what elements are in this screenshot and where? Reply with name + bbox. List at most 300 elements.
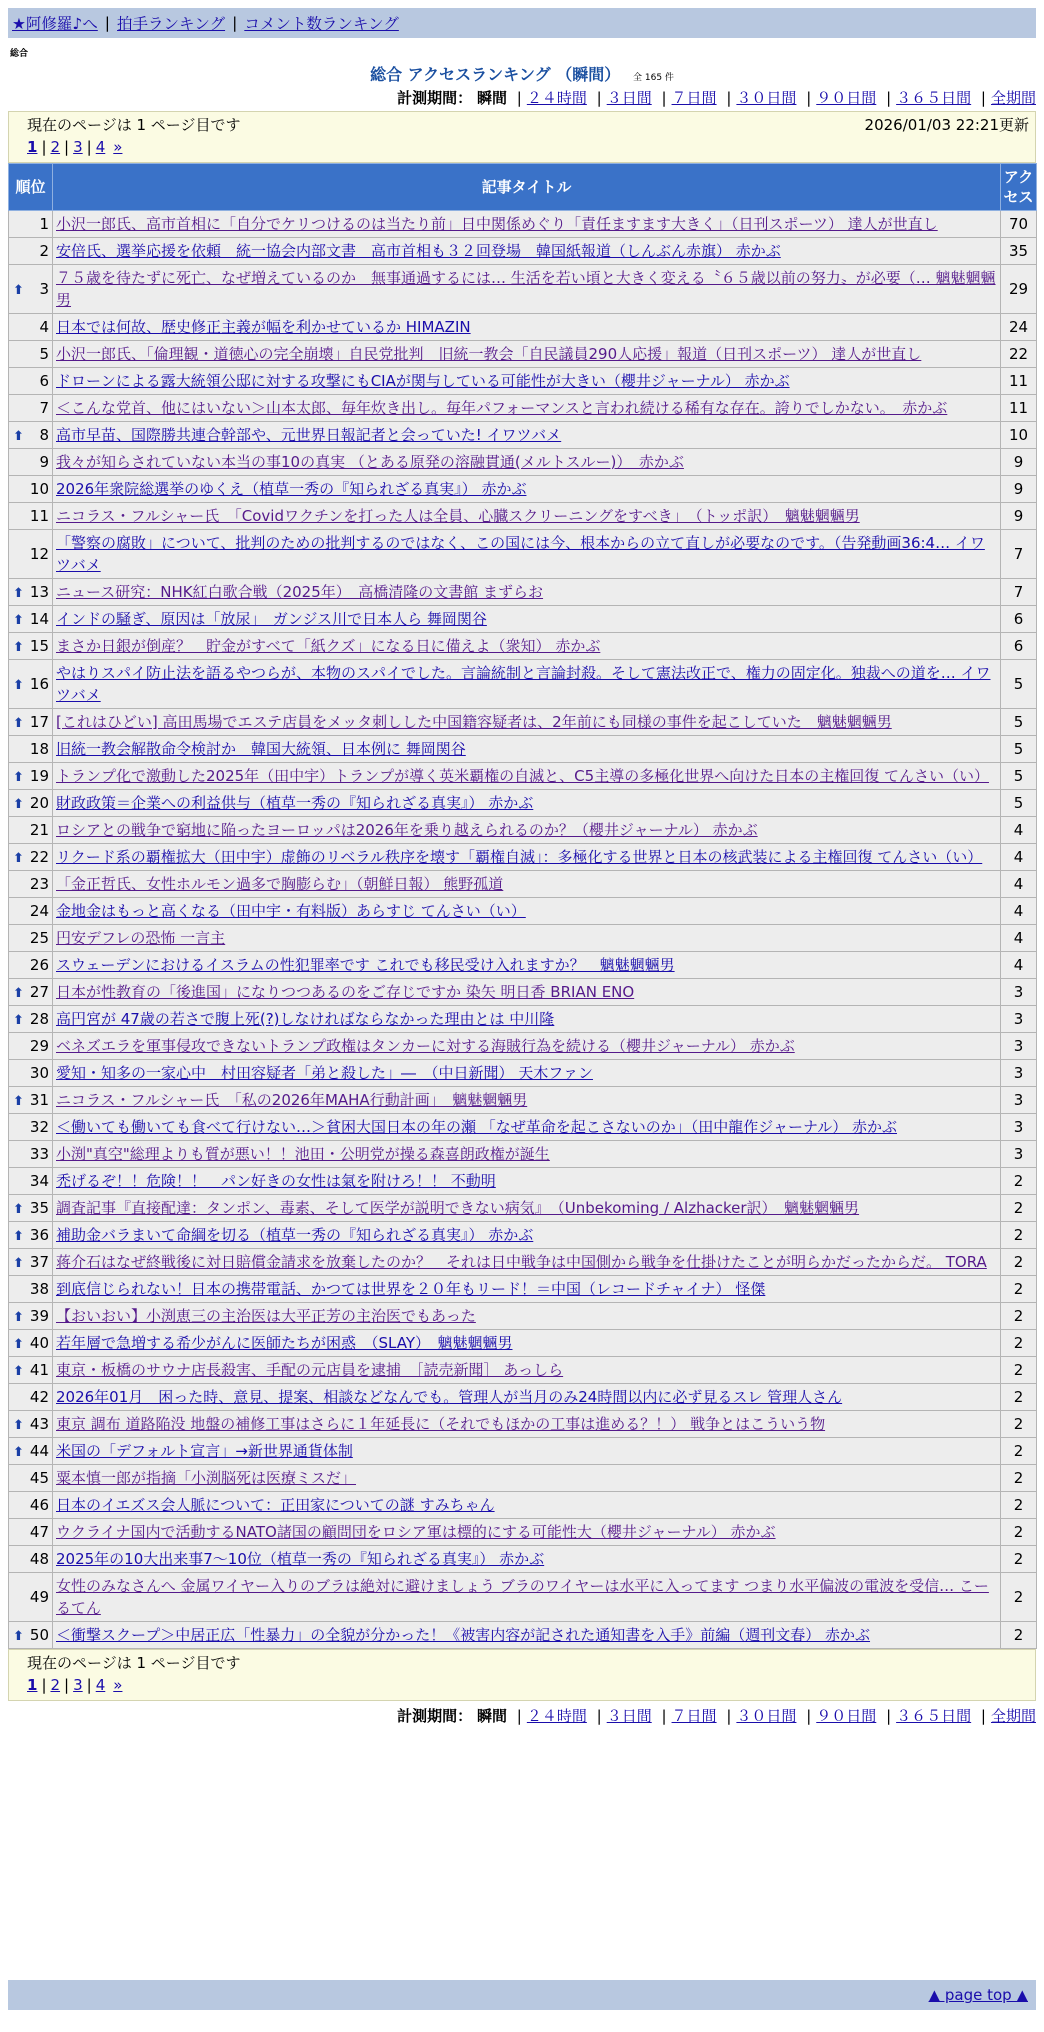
rank-number: 34 bbox=[29, 1171, 49, 1190]
table-row bbox=[9, 368, 1037, 395]
article-title-link[interactable]: 東京・板橋のサウナ店長殺害、手配の元店員を逮捕 ［読売新聞］ あっしら bbox=[56, 1361, 564, 1379]
up-arrow-icon: ⬆ bbox=[13, 1256, 24, 1271]
article-title-link[interactable]: 小沢一郎氏、高市首相に「自分でケリつけるのは当たり前」日中関係めぐり「責任ますます大きく」（日刊スポーツ） 達人が世直し bbox=[56, 215, 938, 233]
rank-cell bbox=[9, 314, 53, 341]
title-cell bbox=[53, 709, 1001, 736]
current-page-text: 現在のページは 1 ページ目です bbox=[27, 1654, 241, 1672]
home-link[interactable]: ★阿修羅♪へ bbox=[12, 15, 98, 33]
article-title-link[interactable]: リクード系の覇権拡大（田中宇）虚飾のリベラル秩序を壊す「覇権自滅」：多極化する世界と日本の核武装による主権回復 てんさい（い） bbox=[56, 848, 983, 866]
title-cell bbox=[53, 1519, 1001, 1546]
rank-number: 31 bbox=[29, 1090, 49, 1109]
up-arrow-icon: ⬆ bbox=[13, 797, 24, 812]
access-count: 5 bbox=[1001, 736, 1037, 763]
separator: | bbox=[232, 14, 238, 32]
title-cell bbox=[53, 1411, 1001, 1438]
article-title-link[interactable]: 金地金はもっと高くなる（田中宇・有料版）あらすじ てんさい（い） bbox=[56, 902, 526, 920]
rank-cell bbox=[9, 660, 53, 709]
period-label: 計測期間： bbox=[397, 89, 473, 107]
rank-cell bbox=[9, 449, 53, 476]
title-cell bbox=[53, 736, 1001, 763]
title-cell bbox=[53, 530, 1001, 579]
article-title-link[interactable]: 円安デフレの恐怖 一言主 bbox=[56, 929, 226, 947]
col-header-rank: 順位 bbox=[9, 164, 53, 211]
period-24h-link[interactable]: ２４時間 bbox=[526, 1707, 587, 1725]
rank-cell bbox=[9, 898, 53, 925]
rank-number: 18 bbox=[29, 739, 49, 758]
title-cell bbox=[53, 265, 1001, 314]
up-arrow-icon: ⬆ bbox=[13, 986, 24, 1001]
rank-cell bbox=[9, 1087, 53, 1114]
article-title-link[interactable]: 到底信じられない！日本の携帯電話、かつては世界を２０年もリード！＝中国（レコードチャイナ） 怪傑 bbox=[56, 1280, 766, 1298]
title-cell bbox=[53, 503, 1001, 530]
up-arrow-icon: ⬆ bbox=[13, 1202, 24, 1217]
article-title-link[interactable]: 財政政策＝企業への利益供与（植草一秀の『知られざる真実』） 赤かぶ bbox=[56, 794, 534, 812]
title-cell bbox=[53, 1465, 1001, 1492]
article-title-link[interactable]: 日本のイエズス会人脈について：正田家についての謎 すみちゃん bbox=[56, 1496, 495, 1514]
access-count: 2 bbox=[1001, 1438, 1037, 1465]
table-row bbox=[9, 1519, 1037, 1546]
article-title-link[interactable]: 旧統一教会解散命令検討か 韓国大統領、日本例に 舞岡関谷 bbox=[56, 740, 466, 758]
table-row bbox=[9, 1168, 1037, 1195]
rank-number: 28 bbox=[29, 1009, 49, 1028]
title-cell bbox=[53, 660, 1001, 709]
article-title-link[interactable]: 若年層で急増する希少がんに医師たちが困惑 （SLAY） 魑魅魍魎男 bbox=[56, 1334, 513, 1352]
table-row bbox=[9, 1141, 1037, 1168]
article-title-link[interactable]: 蒋介石はなぜ終戦後に対日賠償金請求を放棄したのか？ それは日中戦争は中国側から戦争を仕掛けたことが明らかだったからだ。 TORA bbox=[56, 1253, 987, 1271]
article-title-link[interactable]: 女性のみなさんへ 金属ワイヤー入りのブラは絶対に避けましょう ブラのワイヤーは水平に入ってます つまり水平偏波の電波を受信… こーるてん bbox=[56, 1577, 989, 1617]
period-3d-link[interactable]: ３日間 bbox=[606, 89, 652, 107]
up-arrow-icon: ⬆ bbox=[13, 1445, 24, 1460]
rank-cell bbox=[9, 579, 53, 606]
up-arrow-icon: ⬆ bbox=[13, 1629, 24, 1644]
rank-number: 20 bbox=[29, 793, 49, 812]
table-row bbox=[9, 395, 1037, 422]
article-title-link[interactable]: 2026年衆院総選挙のゆくえ（植草一秀の『知られざる真実』） 赤かぶ bbox=[56, 480, 527, 498]
title-cell bbox=[53, 314, 1001, 341]
period-365d-link[interactable]: ３６５日間 bbox=[896, 89, 972, 107]
rank-number: 40 bbox=[29, 1333, 49, 1352]
rank-cell bbox=[9, 476, 53, 503]
table-row bbox=[9, 422, 1037, 449]
table-row bbox=[9, 314, 1037, 341]
article-title-link[interactable]: 調査記事『直接配達：タンポン、毒素、そして医学が説明できない病気』 （Unbekoming / Alzhacker訳） 魑魅魍魎男 bbox=[56, 1199, 860, 1217]
rank-cell bbox=[9, 368, 53, 395]
article-title-link[interactable]: トランプ化で激動した2025年（田中宇）トランプが導く英米覇権の自滅と、C5主導の多極化世界へ向けた日本の主権回復 てんさい（い） bbox=[56, 767, 989, 785]
title-cell bbox=[53, 1492, 1001, 1519]
article-title-link[interactable]: やはりスパイ防止法を語るやつらが、本物のスパイでした。言論統制と言論封殺。そして憲法改正で、権力の固定化。独裁への道を… イワツバメ bbox=[56, 664, 991, 704]
table-row bbox=[9, 633, 1037, 660]
article-title-link[interactable]: 我々が知らされていない本当の事10の真実 （とある原発の溶融貫通(メルトスルー)） 赤かぶ bbox=[56, 453, 684, 471]
article-title-link[interactable]: ＜こんな党首、他にはいない＞山本太郎、毎年炊き出し。毎年パフォーマンスと言われ続ける稀有な存在。誇りでしかない。 赤かぶ bbox=[56, 399, 948, 417]
article-title-link[interactable]: 愛知・知多の一家心中 村田容疑者「弟と殺した」― （中日新聞） 天木ファン bbox=[56, 1064, 593, 1082]
up-arrow-icon: ⬆ bbox=[13, 283, 24, 298]
rank-number: 44 bbox=[29, 1441, 49, 1460]
up-arrow-icon: ⬆ bbox=[13, 1013, 24, 1028]
table-row bbox=[9, 341, 1037, 368]
access-count: 4 bbox=[1001, 817, 1037, 844]
rank-number: 9 bbox=[39, 452, 49, 471]
table-row bbox=[9, 952, 1037, 979]
current-page-text: 現在のページは 1 ページ目です bbox=[27, 116, 241, 134]
table-row bbox=[9, 660, 1037, 709]
article-title-link[interactable]: 高市早苗、国際勝共連合幹部や、元世界日報記者と会っていた! イワツバメ bbox=[56, 426, 562, 444]
rank-cell bbox=[9, 1276, 53, 1303]
page-4-link[interactable]: 4 bbox=[95, 138, 106, 156]
page-2-link[interactable]: 2 bbox=[50, 138, 61, 156]
rank-cell bbox=[9, 1222, 53, 1249]
article-title-link[interactable]: ニコラス・フルシャー氏 「Covidワクチンを打った人は全員、心臓スクリーニングをすべき」 （トッポ訳） 魑魅魍魎男 bbox=[56, 507, 860, 525]
article-title-link[interactable]: 2025年の10大出来事7〜10位（植草一秀の『知られざる真実』） 赤かぶ bbox=[56, 1550, 545, 1568]
separator: | bbox=[104, 14, 111, 32]
updated-timestamp: 2026/01/03 22:21更新 bbox=[864, 116, 1029, 134]
rank-number: 48 bbox=[29, 1549, 49, 1568]
table-row bbox=[9, 1060, 1037, 1087]
access-count: 6 bbox=[1001, 633, 1037, 660]
table-row bbox=[9, 871, 1037, 898]
rank-cell bbox=[9, 1622, 53, 1649]
article-title-link[interactable]: 安倍氏、選挙応援を依頼 統一協会内部文書 高市首相も３２回登場 韓国紙報道（しんぶん赤旗） 赤かぶ bbox=[56, 242, 781, 260]
table-row bbox=[9, 763, 1037, 790]
title-cell bbox=[53, 1141, 1001, 1168]
table-row bbox=[9, 1006, 1037, 1033]
access-count: 2 bbox=[1001, 1622, 1037, 1649]
table-row bbox=[9, 709, 1037, 736]
title-cell bbox=[53, 1249, 1001, 1276]
rank-cell bbox=[9, 1438, 53, 1465]
table-row bbox=[9, 1622, 1037, 1649]
table-row bbox=[9, 844, 1037, 871]
rank-number: 30 bbox=[29, 1063, 49, 1082]
title-cell bbox=[53, 1303, 1001, 1330]
article-title-link[interactable]: [これはひどい] 高田馬場でエステ店員をメッタ刺しした中国籍容疑者は、2年前にも同様の事件を起こしていた 魑魅魍魎男 bbox=[56, 713, 892, 731]
article-title-link[interactable]: 補助金バラまいて命綱を切る（植草一秀の『知られざる真実』） 赤かぶ bbox=[56, 1226, 534, 1244]
rank-number: 16 bbox=[29, 674, 49, 693]
access-count: 2 bbox=[1001, 1519, 1037, 1546]
table-row bbox=[9, 1222, 1037, 1249]
rank-number: 2 bbox=[39, 241, 49, 260]
rank-cell bbox=[9, 1465, 53, 1492]
article-title-link[interactable]: ロシアとの戦争で窮地に陥ったヨーロッパは2026年を乗り越えられるのか？（櫻井ジャーナル） 赤かぶ bbox=[56, 821, 758, 839]
title-cell bbox=[53, 1195, 1001, 1222]
access-count: 35 bbox=[1001, 238, 1037, 265]
rank-number: 26 bbox=[29, 955, 49, 974]
rank-number: 25 bbox=[29, 928, 49, 947]
rank-cell bbox=[9, 503, 53, 530]
rank-cell bbox=[9, 1168, 53, 1195]
period-90d-link[interactable]: ９０日間 bbox=[816, 1707, 877, 1725]
title-cell bbox=[53, 1060, 1001, 1087]
period-all-link[interactable]: 全期間 bbox=[990, 1707, 1036, 1725]
rank-number: 7 bbox=[39, 398, 49, 417]
table-row bbox=[9, 1303, 1037, 1330]
rank-number: 19 bbox=[29, 766, 49, 785]
article-title-link[interactable]: ニュース研究：NHK紅白歌合戦（2025年） 高橋清隆の文書館 まずらお bbox=[56, 583, 544, 601]
rank-number: 42 bbox=[29, 1387, 49, 1406]
up-arrow-icon: ⬆ bbox=[13, 1337, 24, 1352]
period-7d-link[interactable]: ７日間 bbox=[671, 89, 717, 107]
access-count: 2 bbox=[1001, 1492, 1037, 1519]
access-count: 3 bbox=[1001, 1060, 1037, 1087]
rank-number: 21 bbox=[29, 820, 49, 839]
page-1-link[interactable]: 1 bbox=[27, 1676, 38, 1694]
rank-cell bbox=[9, 1033, 53, 1060]
rank-cell bbox=[9, 1006, 53, 1033]
title-cell bbox=[53, 633, 1001, 660]
rank-number: 45 bbox=[29, 1468, 49, 1487]
page-top-link[interactable]: ▲ page top ▲ bbox=[928, 1986, 1028, 2004]
access-count: 2 bbox=[1001, 1168, 1037, 1195]
rank-number: 37 bbox=[29, 1252, 49, 1271]
title-cell bbox=[53, 1087, 1001, 1114]
up-arrow-icon: ⬆ bbox=[13, 613, 24, 628]
comment-ranking-link[interactable]: コメント数ランキング bbox=[244, 15, 399, 33]
rank-cell bbox=[9, 1303, 53, 1330]
article-title-link[interactable]: 米国の「デフォルト宣言」→新世界通貨体制 bbox=[56, 1442, 353, 1460]
article-title-link[interactable]: 高円宮が 47歳の若さで腹上死(?)しなければならなかった理由とは 中川隆 bbox=[56, 1010, 555, 1028]
period-7d-link[interactable]: ７日間 bbox=[671, 1707, 717, 1725]
page-3-link[interactable]: 3 bbox=[73, 1676, 83, 1694]
rank-number: 47 bbox=[29, 1522, 49, 1541]
up-arrow-icon: ⬆ bbox=[13, 1094, 24, 1109]
access-count: 9 bbox=[1001, 476, 1037, 503]
article-title-link[interactable]: 粟本慎一郎が指摘「小渕脳死は医療ミスだ」 bbox=[56, 1469, 357, 1487]
access-count: 11 bbox=[1001, 368, 1037, 395]
table-row bbox=[9, 736, 1037, 763]
table-row bbox=[9, 790, 1037, 817]
access-count: 7 bbox=[1001, 579, 1037, 606]
title-cell bbox=[53, 238, 1001, 265]
rank-number: 27 bbox=[29, 982, 49, 1001]
period-selector-bottom: 計測期間： 瞬間 | ２４時間 | ３日間 | ７日間 | ３０日間 | ９０日間 | ３６５日間 | 全期間 bbox=[397, 1707, 1036, 1725]
rank-number: 4 bbox=[39, 317, 49, 336]
title-cell bbox=[53, 817, 1001, 844]
period-365d-link[interactable]: ３６５日間 bbox=[896, 1707, 972, 1725]
rank-cell bbox=[9, 211, 53, 238]
page-4-link[interactable]: 4 bbox=[95, 1676, 106, 1694]
up-arrow-icon: ⬆ bbox=[13, 1310, 24, 1325]
access-count: 7 bbox=[1001, 530, 1037, 579]
access-count: 2 bbox=[1001, 1357, 1037, 1384]
access-count: 6 bbox=[1001, 606, 1037, 633]
article-title-link[interactable]: ＜働いても働いても食べて行けない…＞貧困大国日本の年の瀬 「なぜ革命を起こさないのか」（田中龍作ジャーナル） 赤かぶ bbox=[56, 1118, 897, 1136]
article-title-link[interactable]: 「金正哲氏、女性ホルモン過多で胸膨らむ」（朝鮮日報） 熊野孤道 bbox=[56, 875, 504, 893]
title-cell bbox=[53, 1033, 1001, 1060]
rank-number: 22 bbox=[29, 847, 49, 866]
period-24h-link[interactable]: ２４時間 bbox=[526, 89, 587, 107]
rank-cell bbox=[9, 265, 53, 314]
table-header-row bbox=[9, 164, 1037, 211]
rank-cell bbox=[9, 1114, 53, 1141]
rank-number: 14 bbox=[29, 609, 49, 628]
period-30d-link[interactable]: ３０日間 bbox=[736, 89, 797, 107]
title-cell bbox=[53, 1546, 1001, 1573]
article-title-link[interactable]: ドローンによる露大統領公邸に対する攻撃にもCIAが関与している可能性が大きい（櫻井ジャーナル） 赤かぶ bbox=[56, 372, 790, 390]
access-count: 4 bbox=[1001, 898, 1037, 925]
title-cell bbox=[53, 925, 1001, 952]
rank-number: 38 bbox=[29, 1279, 49, 1298]
access-count: 9 bbox=[1001, 449, 1037, 476]
article-title-link[interactable]: ベネズエラを軍事侵攻できないトランプ政権はタンカーに対する海賊行為を続ける（櫻井ジャーナル） 赤かぶ bbox=[56, 1037, 795, 1055]
title-cell bbox=[53, 1222, 1001, 1249]
rank-cell bbox=[9, 1546, 53, 1573]
title-cell bbox=[53, 844, 1001, 871]
up-arrow-icon: ⬆ bbox=[13, 586, 24, 601]
period-selector-top: 計測期間： 瞬間 | ２４時間 | ３日間 | ７日間 | ３０日間 | ９０日間 | ３６５日間 | 全期間 bbox=[397, 89, 1036, 107]
next-page-link[interactable]: » bbox=[113, 138, 123, 156]
access-count: 5 bbox=[1001, 763, 1037, 790]
up-arrow-icon: ⬆ bbox=[13, 716, 24, 731]
title-cell bbox=[53, 606, 1001, 633]
access-count: 4 bbox=[1001, 844, 1037, 871]
access-count: 70 bbox=[1001, 211, 1037, 238]
article-title-link[interactable]: 小渕"真空"総理よりも質が悪い！！池田・公明党が操る森喜朗政権が誕生 bbox=[56, 1145, 550, 1163]
ranking-table bbox=[8, 163, 1037, 1649]
rank-number: 3 bbox=[39, 279, 49, 298]
article-title-link[interactable]: 日本では何故、歴史修正主義が幅を利かせているか HIMAZIN bbox=[56, 318, 471, 336]
page-title: 総合 アクセスランキング （瞬間） bbox=[370, 65, 621, 84]
table-row bbox=[9, 265, 1037, 314]
page-info-top bbox=[8, 111, 1036, 163]
up-arrow-icon: ⬆ bbox=[13, 770, 24, 785]
period-90d-link[interactable]: ９０日間 bbox=[816, 89, 877, 107]
page-info-bottom bbox=[8, 1649, 1036, 1701]
access-count: 2 bbox=[1001, 1384, 1037, 1411]
rank-cell bbox=[9, 422, 53, 449]
rank-cell bbox=[9, 395, 53, 422]
access-count: 2 bbox=[1001, 1573, 1037, 1622]
rank-number: 39 bbox=[29, 1306, 49, 1325]
access-count: 2 bbox=[1001, 1222, 1037, 1249]
top-nav-bar bbox=[8, 8, 1036, 38]
table-row bbox=[9, 530, 1037, 579]
access-count: 5 bbox=[1001, 790, 1037, 817]
article-title-link[interactable]: 禿げるぞ！！危険！！ パン好きの女性は氣を附けろ！！ 不動明 bbox=[56, 1172, 496, 1190]
period-current: 瞬間 bbox=[476, 89, 507, 107]
next-page-link[interactable]: » bbox=[113, 1676, 123, 1694]
table-row bbox=[9, 606, 1037, 633]
rank-cell bbox=[9, 709, 53, 736]
title-cell bbox=[53, 211, 1001, 238]
rank-number: 12 bbox=[29, 544, 49, 563]
title-cell bbox=[53, 422, 1001, 449]
period-all-link[interactable]: 全期間 bbox=[990, 89, 1036, 107]
footer-bar bbox=[8, 1980, 1036, 2010]
rank-number: 13 bbox=[29, 582, 49, 601]
title-cell bbox=[53, 979, 1001, 1006]
rank-number: 5 bbox=[39, 344, 49, 363]
article-title-link[interactable]: インドの騒ぎ、原因は「放尿」 ガンジス川で日本人ら 舞岡関谷 bbox=[56, 610, 487, 628]
page-2-link[interactable]: 2 bbox=[50, 1676, 61, 1694]
rank-number: 29 bbox=[29, 1036, 49, 1055]
period-label: 計測期間： bbox=[397, 1707, 473, 1725]
page-1-link[interactable]: 1 bbox=[27, 138, 38, 156]
col-header-title: 記事タイトル bbox=[53, 164, 1001, 211]
table-row bbox=[9, 238, 1037, 265]
rank-cell bbox=[9, 979, 53, 1006]
article-title-link[interactable]: まさか日銀が倒産？ 貯金がすべて「紙クズ」になる日に備えよ（衆知） 赤かぶ bbox=[56, 637, 601, 655]
rank-number: 24 bbox=[29, 901, 49, 920]
table-row bbox=[9, 898, 1037, 925]
table-row bbox=[9, 211, 1037, 238]
rank-cell bbox=[9, 1411, 53, 1438]
title-cell bbox=[53, 1573, 1001, 1622]
rank-number: 1 bbox=[39, 214, 49, 233]
title-cell bbox=[53, 1438, 1001, 1465]
table-row bbox=[9, 1411, 1037, 1438]
title-cell bbox=[53, 763, 1001, 790]
article-title-link[interactable]: 東京 調布 道路陥没 地盤の補修工事はさらに１年延長に（それでもほかの工事は進める？！） 戦争とはこういう物 bbox=[56, 1415, 826, 1433]
access-count: 2 bbox=[1001, 1303, 1037, 1330]
rank-cell bbox=[9, 763, 53, 790]
article-title-link[interactable]: ニコラス・フルシャー氏 「私の2026年MAHA行動計画」 魑魅魍魎男 bbox=[56, 1091, 528, 1109]
access-count: 10 bbox=[1001, 422, 1037, 449]
table-row bbox=[9, 476, 1037, 503]
rank-number: 23 bbox=[29, 874, 49, 893]
rank-cell bbox=[9, 844, 53, 871]
rank-cell bbox=[9, 341, 53, 368]
rank-number: 6 bbox=[39, 371, 49, 390]
rank-number: 10 bbox=[29, 479, 49, 498]
rank-number: 32 bbox=[29, 1117, 49, 1136]
period-30d-link[interactable]: ３０日間 bbox=[736, 1707, 797, 1725]
access-count: 11 bbox=[1001, 395, 1037, 422]
total-count: 全 165 件 bbox=[633, 73, 674, 83]
access-count: 2 bbox=[1001, 1546, 1037, 1573]
title-cell bbox=[53, 1357, 1001, 1384]
pagination: 1 | 2 | 3 | 4 » bbox=[27, 1676, 123, 1694]
table-row bbox=[9, 1438, 1037, 1465]
title-cell bbox=[53, 790, 1001, 817]
rank-cell bbox=[9, 1141, 53, 1168]
title-cell bbox=[53, 1384, 1001, 1411]
page-3-link[interactable]: 3 bbox=[73, 138, 83, 156]
period-3d-link[interactable]: ３日間 bbox=[606, 1707, 652, 1725]
rank-number: 41 bbox=[29, 1360, 49, 1379]
access-count: 2 bbox=[1001, 1411, 1037, 1438]
article-title-link[interactable]: 2026年01月 困った時、意見、提案、相談などなんでも。管理人が当月のみ24時間以内に必ず見るスレ 管理人さん bbox=[56, 1388, 843, 1406]
rank-cell bbox=[9, 817, 53, 844]
rank-cell bbox=[9, 530, 53, 579]
rank-cell bbox=[9, 925, 53, 952]
rank-number: 8 bbox=[39, 425, 49, 444]
title-cell bbox=[53, 1330, 1001, 1357]
rank-cell bbox=[9, 1195, 53, 1222]
access-count: 4 bbox=[1001, 871, 1037, 898]
access-count: 2 bbox=[1001, 1249, 1037, 1276]
access-count: 2 bbox=[1001, 1195, 1037, 1222]
access-count: 4 bbox=[1001, 925, 1037, 952]
article-title-link[interactable]: スウェーデンにおけるイスラムの性犯罪率です これでも移民受け入れますか？ 魑魅魍魎男 bbox=[56, 956, 675, 974]
up-arrow-icon: ⬆ bbox=[13, 1418, 24, 1433]
rank-cell bbox=[9, 1384, 53, 1411]
rank-cell bbox=[9, 633, 53, 660]
article-title-link[interactable]: ７５歳を待たずに死亡、なぜ増えているのか 無事通過するには… 生活を若い頃と大きく変える〝６５歳以前の努力〟が必要（… 魑魅魍魎男 bbox=[56, 269, 996, 309]
rank-cell bbox=[9, 238, 53, 265]
period-current: 瞬間 bbox=[476, 1707, 507, 1725]
article-title-link[interactable]: 【おいおい】小渕恵三の主治医は大平正芳の主治医でもあった bbox=[56, 1307, 476, 1325]
rank-cell bbox=[9, 1573, 53, 1622]
access-count: 2 bbox=[1001, 1276, 1037, 1303]
article-title-link[interactable]: ＜衝撃スクープ＞中居正広「性暴力」の全貌が分かった！《被害内容が記された通知書を入手》前編（週刊文春） 赤かぶ bbox=[56, 1626, 871, 1644]
article-title-link[interactable]: ウクライナ国内で活動するNATO諸国の顧問団をロシア軍は標的にする可能性大（櫻井ジャーナル） 赤かぶ bbox=[56, 1523, 776, 1541]
rank-number: 50 bbox=[29, 1625, 49, 1644]
article-title-link[interactable]: 「警察の腐敗」について、批判のための批判するのではなく、この国には今、根本からの立て直しが必要なのです。（告発動画36:4… イワツバメ bbox=[56, 534, 985, 574]
access-count: 4 bbox=[1001, 952, 1037, 979]
article-title-link[interactable]: 日本が性教育の「後進国」になりつつあるのをご存じですか 染矢 明日香 BRIAN ENO bbox=[56, 983, 635, 1001]
applause-ranking-link[interactable]: 拍手ランキング bbox=[117, 15, 226, 33]
breadcrumb: 総合 bbox=[10, 49, 29, 59]
article-title-link[interactable]: 小沢一郎氏、「倫理観・道徳心の完全崩壊」自民党批判 旧統一教会「自民議員290人応援」報道（日刊スポーツ） 達人が世直し bbox=[56, 345, 922, 363]
